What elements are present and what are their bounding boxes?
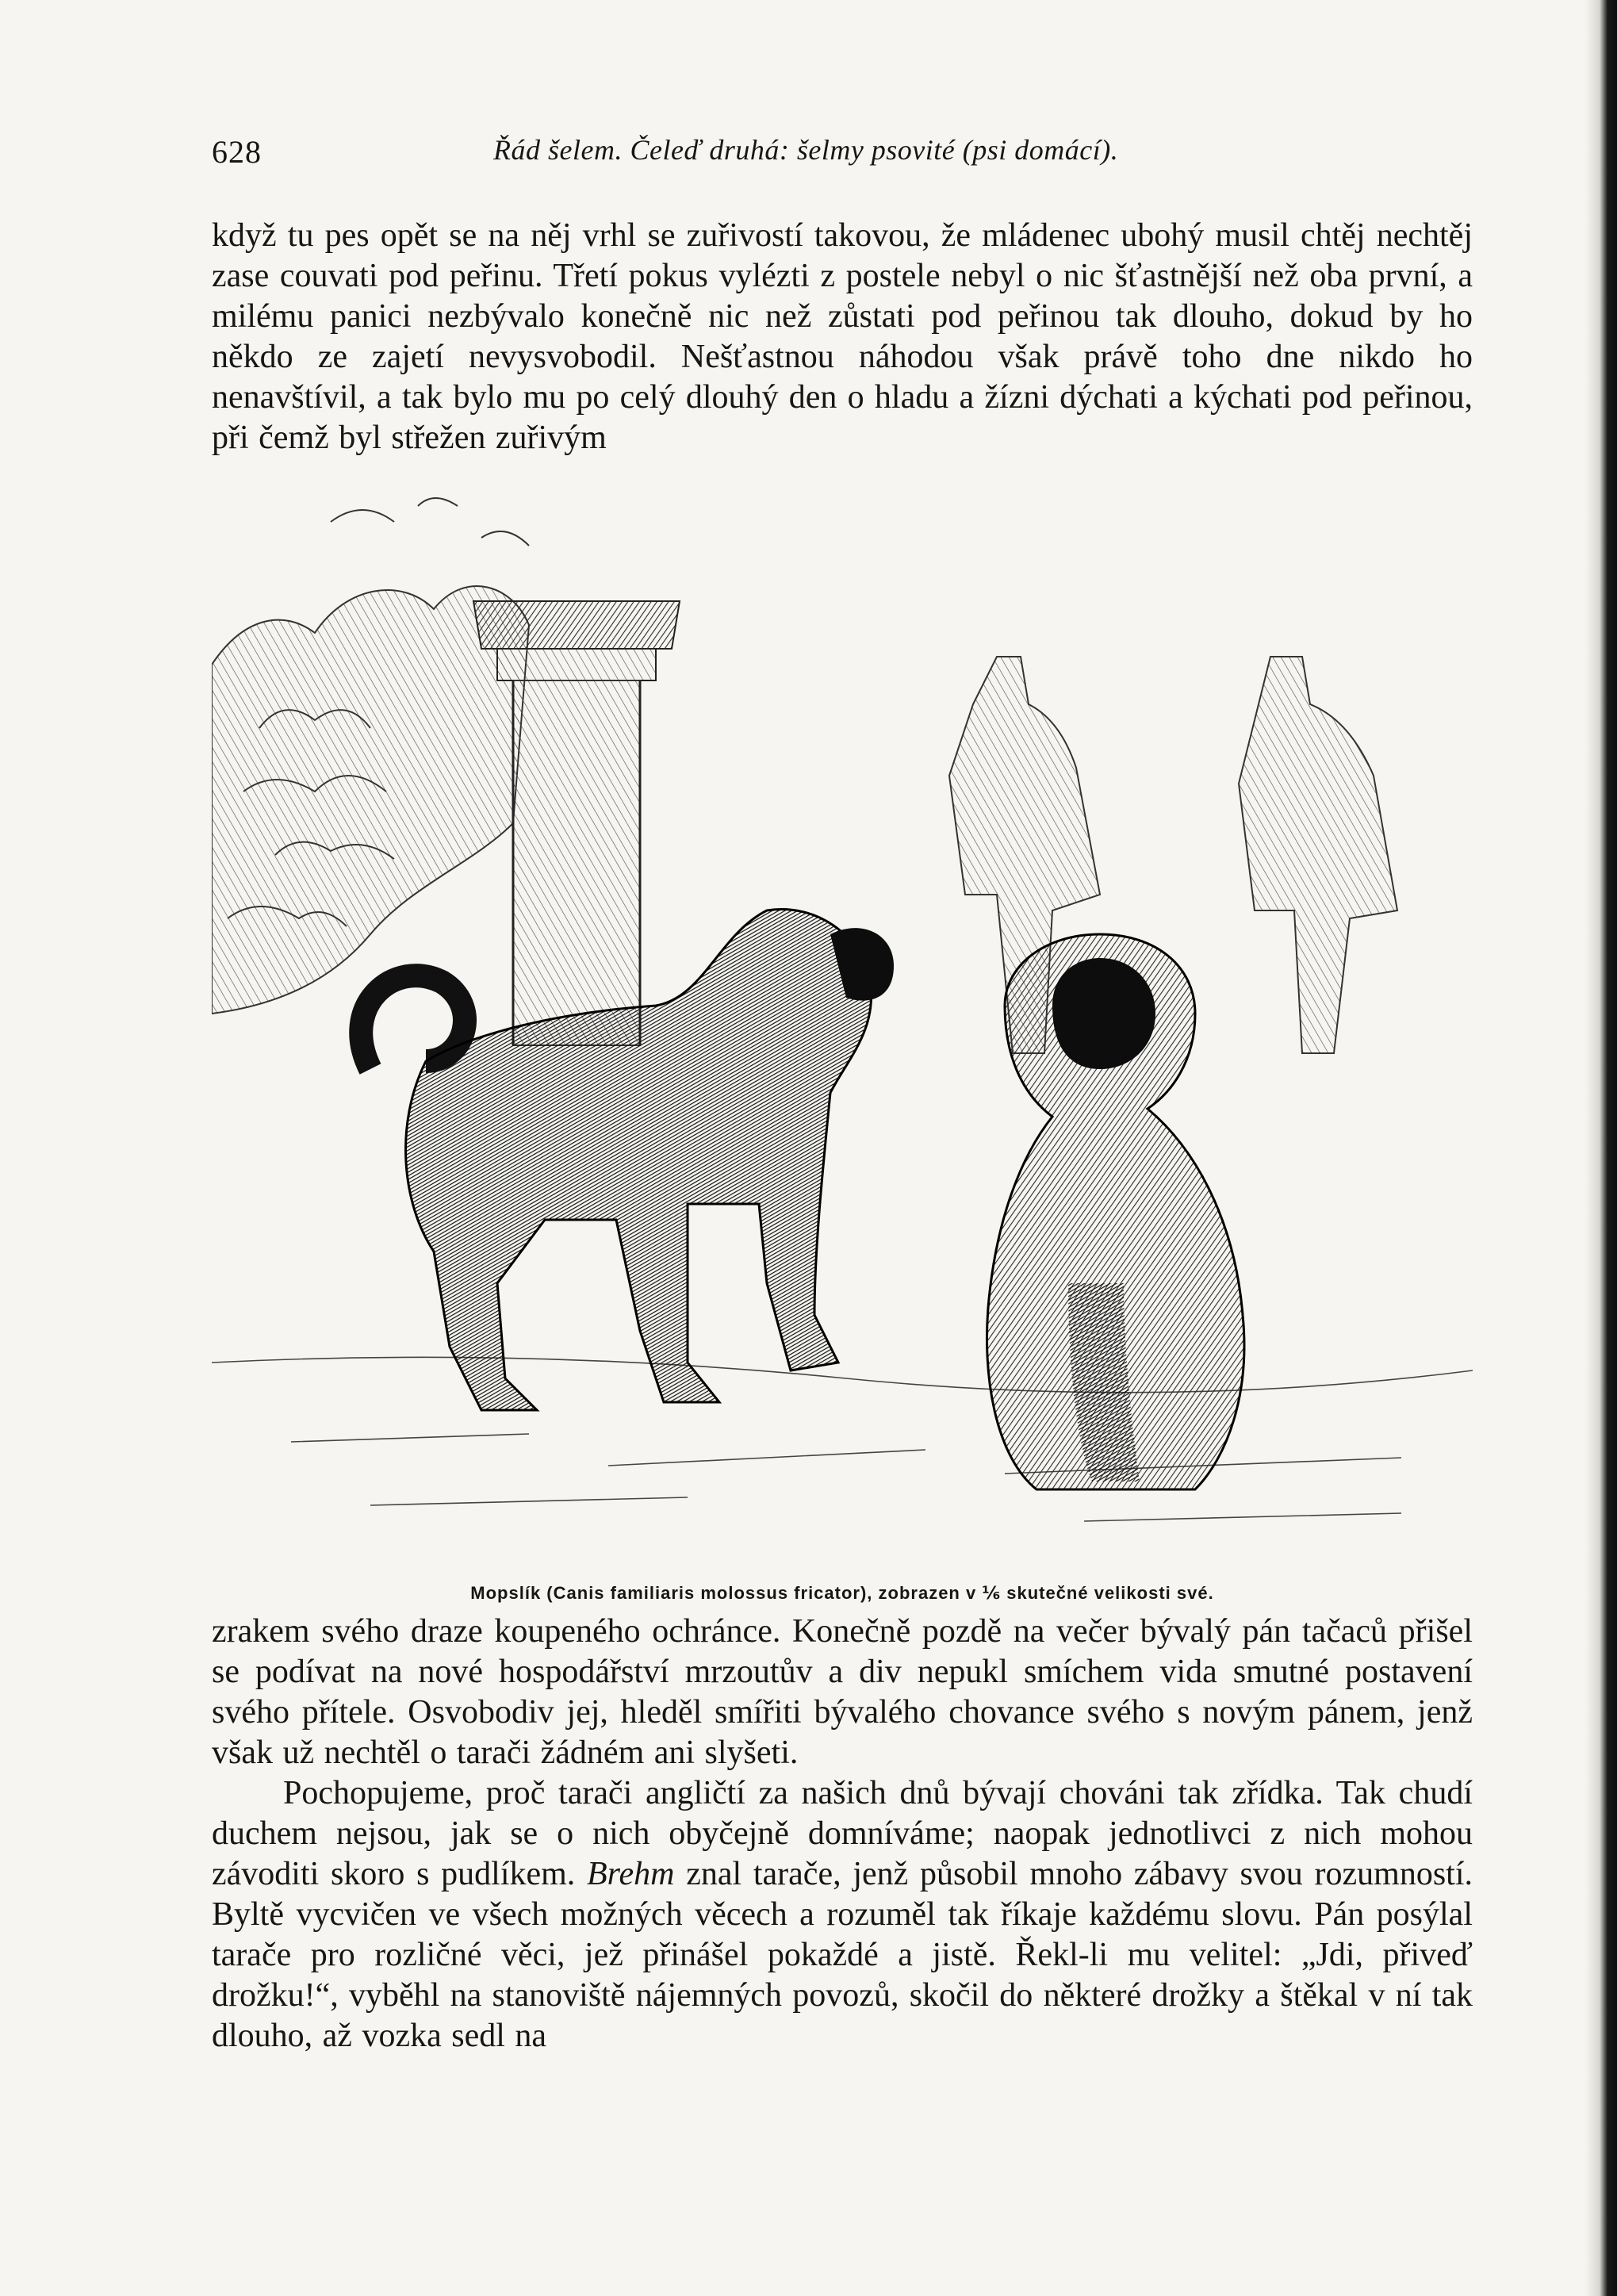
paragraph-after-figure-2 <box>212 1773 1473 2056</box>
page-edge-shadow <box>1585 0 1617 2296</box>
paragraph-2-start: Pochopujeme, proč tarači angličtí za našich dnů bývají chováni tak zřídka. Tak chudí duchem nejsou, jak se o nich obyčejně domníváme; naopak jednotlivci z nich mohou závoditi skoro s pudlíkem. <box>212 1775 1473 1892</box>
page-number: 628 <box>212 134 262 170</box>
foliage-left <box>212 498 529 1014</box>
sitting-pug <box>987 934 1244 1489</box>
book-page <box>212 119 1473 2056</box>
running-title: Řád šelem. Čeleď druhá: šelmy psovité (psi domácí). <box>493 134 1119 166</box>
running-header <box>212 119 1473 174</box>
ground <box>212 1357 1473 1521</box>
text-after-figure <box>212 1612 1473 2056</box>
paragraph-before-figure: když tu pes opět se na něj vrhl se zuřivostí takovou, že mládenec ubohý musil chtěj nechtěj zase couvati pod peřinu. Třetí pokus vylézti z postele nebyl o nic šťastnější než oba první, a milému panici nezbývalo konečně nic než zůstati pod peřinou tak dlouho, dokud by ho někdo ze zajetí nevysvobodil. Nešťastnou náhodou však právě toho dne nikdo ho nenavštívil, a tak bylo mu po celý dlouhý den o hladu a žízni dýchati a kýchati pod peřinou, při čemž byl střežen zuřivým <box>212 217 1473 456</box>
author-name-brehm: Brehm <box>587 1856 675 1892</box>
figure-caption: Mopslík (Canis familiaris molossus fricator), zobrazen v ⅙ skutečné velikosti své. <box>470 1583 1214 1603</box>
engraving-pug-dogs <box>212 490 1473 1561</box>
paragraph-2-end: znal tarače, jenž působil mnoho zábavy svou rozumností. Byltě vycvičen ve všech možných věcech a rozuměl tak říkaje každému slovu. Pán posýlal tarače pro rozličné věci, jež přinášel pokaždé a jistě. Řekl-li mu velitel: „Jdi, přiveď drožku!“, vyběhl na stanoviště nájemných povozů, skočil do některé drožky a štěkal v ní tak dlouho, až vozka sedl na <box>212 1856 1473 2054</box>
figure-engraving <box>212 490 1473 1603</box>
paragraph-after-figure-1: zrakem svého draze koupeného ochránce. Konečně pozdě na večer bývalý pán tačaců přišel se podívat na nové hospodářství mrzoutův a div nepukl smíchem vida smutné postavení svého přítele. Osvobodiv jej, hleděl smířiti bývalého chovance svého s novým pánem, jenž však už nechtěl o tarači žádném ani slyšeti. <box>212 1613 1473 1771</box>
